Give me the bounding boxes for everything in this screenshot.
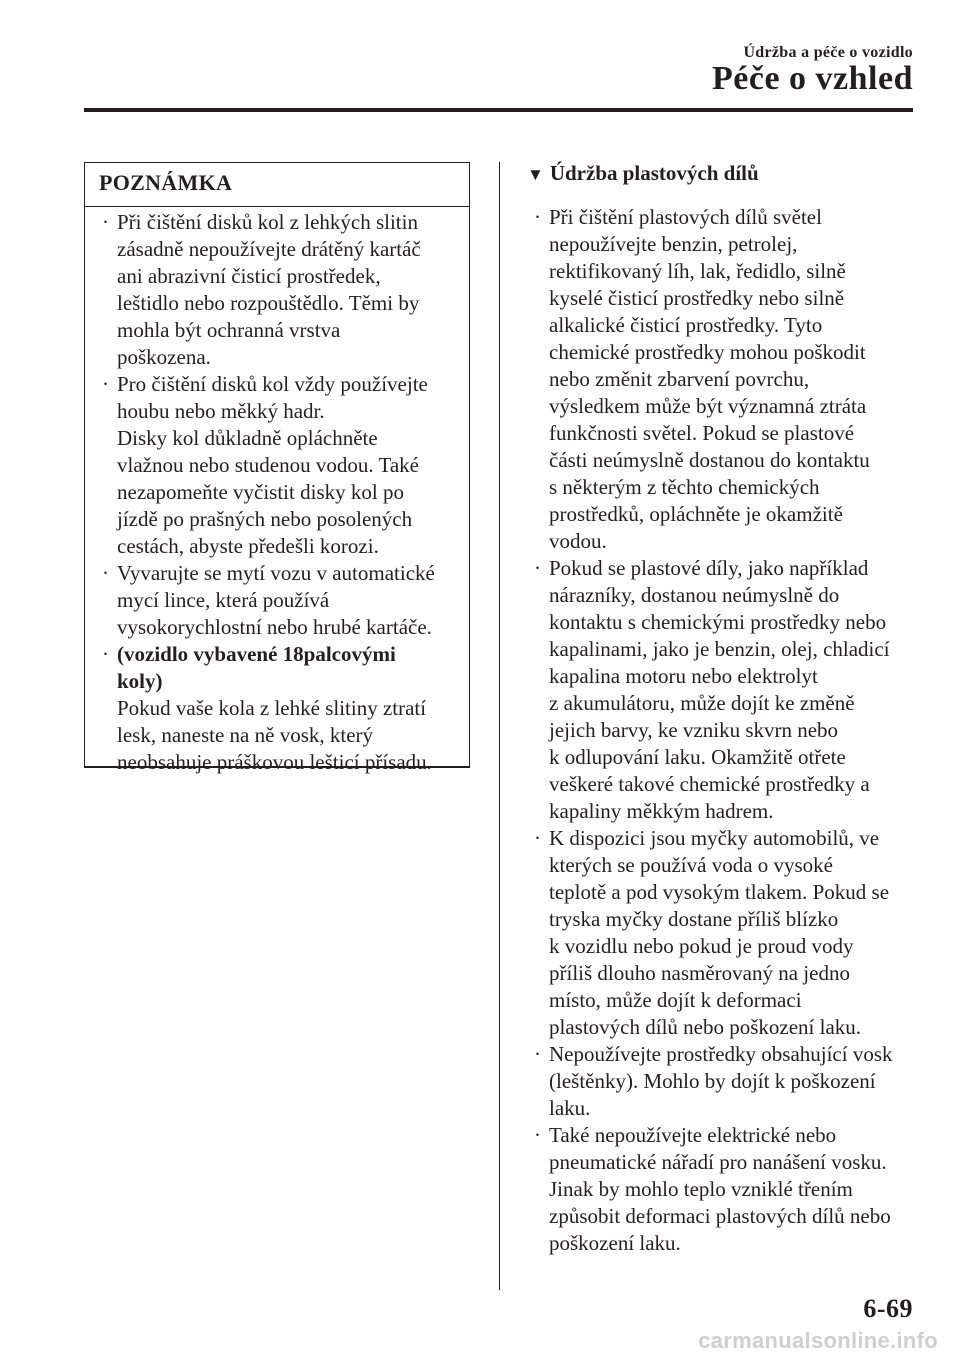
note-item [99,641,461,776]
note-item-line: nezapomeňte vyčistit disky kol po [117,480,404,504]
section-item-line: jejich barvy, ke vzniku skvrn nebo [549,718,839,742]
note-item-line: ani abrazivní čisticí prostředek, [117,264,381,288]
note-item-line: vysokorychlostní nebo hrubé kartáče. [117,615,432,639]
section-item-line: nebo změnit zbarvení povrchu, [549,367,810,391]
note-list [99,209,461,776]
section-item-line: výsledkem může být významná ztráta [549,394,867,418]
section-item-line: vodou. [549,529,607,553]
section-item-line: Také nepoužívejte elektrické nebo [549,1123,837,1147]
section-item-line: k odlupování laku. Okamžitě otřete [549,745,846,769]
page-number: 6-69 [863,1294,913,1323]
section-item [531,1122,916,1257]
section-item-line: tryska myčky dostane příliš blízko [549,907,839,931]
bullet-dot: · [534,1042,541,1066]
section-item-line: příliš dlouho nasměrovaný na jedno [549,961,850,985]
section-item-line: veškeré takové chemické prostředky a [549,772,870,796]
section-item-line: Nepoužívejte prostředky obsahující vosk [549,1042,893,1066]
section-item-line: kapalina motoru nebo elektrolyt [549,664,818,688]
bullet-dot: · [534,556,541,580]
bullet-dot: · [534,205,541,229]
section-item-line: chemické prostředky mohou poškodit [549,340,866,364]
section-item-line: Jinak by mohlo teplo vzniklé třením [549,1177,853,1201]
note-title-rule [85,206,469,207]
note-item-line: jízdě po prašných nebo posolených [117,507,413,531]
section-item [531,555,916,825]
note-title: POZNÁMKA [99,170,233,195]
note-item-line: Vyvarujte se mytí vozu v automatické [117,561,435,585]
section-heading-text: Údržba plastových dílů [549,161,759,185]
note-item-line: neobsahuje práškovou lešticí přísadu. [117,750,432,774]
watermark: carmanualsonline.info [698,1328,938,1353]
note-item-line: Pokud vaše kola z lehké slitiny ztratí [117,696,427,720]
bullet-dot: · [102,210,109,234]
section-item-line: poškození laku. [549,1231,681,1255]
note-bullet-list [99,209,461,776]
bullet-dot: · [102,372,109,396]
page-title: Péče o vzhled [712,60,913,97]
note-item-line: poškozena. [117,345,211,369]
section-item-line: kapalinami, jako je benzin, olej, chladicí [549,637,890,661]
section-item-line: plastových dílů nebo poškození laku. [549,1015,862,1039]
note-item-line: cestách, abyste předešli korozi. [117,534,379,558]
note-item-line: Disky kol důkladně opláchněte [117,426,378,450]
section-item-line: alkalické čisticí prostředky. Tyto [549,313,823,337]
note-item-line: leštidlo nebo rozpouštědlo. Těmi by [117,291,420,315]
column-divider [499,162,500,1290]
section-item-line: rektifikovaný líh, lak, ředidlo, silně [549,259,846,283]
note-item [99,371,461,560]
bullet-dot: · [102,561,109,585]
note-item-bold-line: (vozidlo vybavené 18palcovými [117,642,396,666]
section-item-line: k vozidlu nebo pokud je proud vody [549,934,854,958]
note-item-line: Pro čištění disků kol vždy používejte [117,372,428,396]
section-item-line: nárazníky, dostanou neúmyslně do [549,583,840,607]
note-item-line: Při čištění disků kol z lehkých slitin [117,210,418,234]
note-item [99,560,461,641]
section-item-line: části neúmyslně dostanou do kontaktu [549,448,870,472]
bullet-dot: · [534,1123,541,1147]
bullet-dot: · [102,642,109,666]
note-item-line: mycí lince, která používá [117,588,330,612]
section-item-line: Při čištění plastových dílů světel [549,205,822,229]
section-item-line: kontaktu s chemickými prostředky nebo [549,610,887,634]
note-item-line: houbu nebo měkký hadr. [117,399,325,423]
section-item-line: teplotě a pod vysokým tlakem. Pokud se [549,880,890,904]
header-section-label: Údržba a péče o vozidlo [743,44,913,61]
section-item-line: funkčnosti světel. Pokud se plastové [549,421,855,445]
section-item-line: laku. [549,1096,591,1120]
section-heading [527,160,759,188]
note-item-line: vlažnou nebo studenou vodou. Také [117,453,419,477]
section-item [531,204,916,555]
section-item-line: Pokud se plastové díly, jako například [549,556,869,580]
section-item-line: způsobit deformaci plastových dílů nebo [549,1204,891,1228]
note-item-line: zásadně nepoužívejte drátěný kartáč [117,237,421,261]
header-rule [84,108,913,112]
note-item-line: lesk, naneste na ně vosk, který [117,723,374,747]
section-list [531,204,916,1257]
section-item-line: z akumulátoru, může dojít ke změně [549,691,855,715]
note-item-bold-line: koly) [117,669,163,693]
bullet-dot: · [534,826,541,850]
section-marker-icon: ▼ [527,165,544,184]
note-item [99,209,461,371]
section-item [531,1041,916,1122]
note-item-line: mohla být ochranná vrstva [117,318,341,342]
section-item-line: místo, může dojít k deformaci [549,988,802,1012]
section-item-line: kapaliny měkkým hadrem. [549,799,774,823]
section-item [531,825,916,1041]
section-item-line: K dispozici jsou myčky automobilů, ve [549,826,880,850]
section-bullet-list [531,204,916,1257]
section-item-line: (leštěnky). Mohlo by dojít k poškození [549,1069,876,1093]
section-item-line: kyselé čisticí prostředky nebo silně [549,286,845,310]
section-item-line: pneumatické nářadí pro nanášení vosku. [549,1150,887,1174]
section-item-line: s některým z těchto chemických [549,475,820,499]
section-item-line: kterých se používá voda o vysoké [549,853,834,877]
section-item-line: nepoužívejte benzin, petrolej, [549,232,798,256]
section-item-line: prostředků, opláchněte je okamžitě [549,502,843,526]
note-box [84,162,470,774]
